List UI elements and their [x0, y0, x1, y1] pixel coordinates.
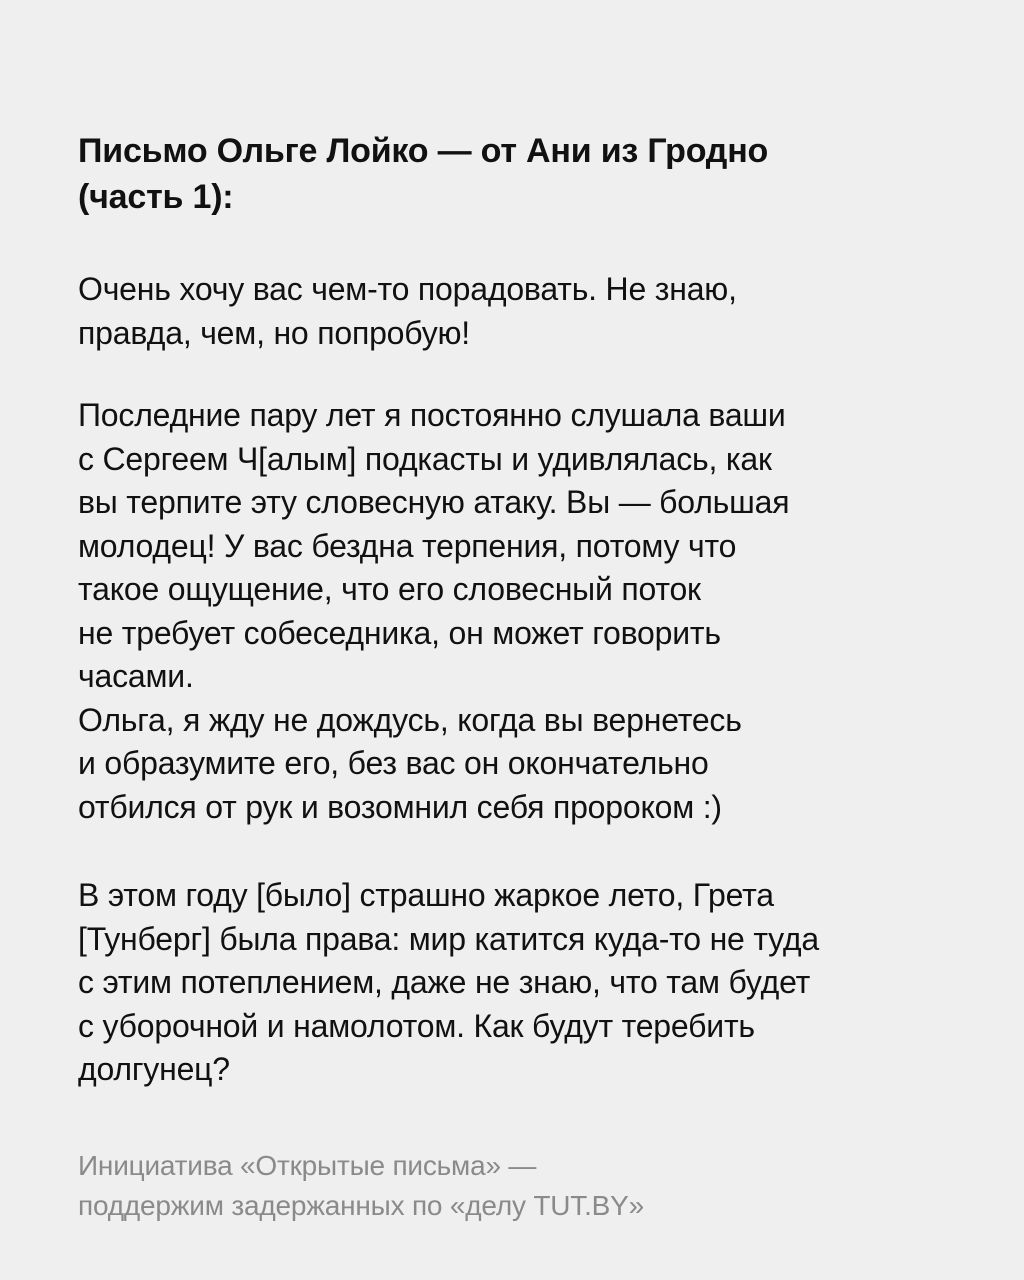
footer-line: Инициатива «Открытые письма» — [78, 1150, 537, 1181]
text-line: отбился от рук и возомнил себя пророком :) [78, 788, 722, 825]
letter-paragraph-1 [78, 268, 998, 355]
text-line: с этим потеплением, даже не знаю, что там будет [78, 964, 811, 1000]
footer-line: поддержим задержанных по «делу TUT.BY» [78, 1190, 644, 1221]
text-line: с Сергеем Ч[алым] подкасты и удивлялась, как [78, 440, 772, 477]
text-line: не требует собеседника, он может говорить [78, 614, 721, 651]
text-line: и образумите его, без вас он окончательно [78, 745, 709, 781]
letter-paragraph-3 [78, 874, 998, 1092]
text-line: Очень хочу вас чем-то порадовать. Не знаю, [78, 271, 737, 307]
text-line: Ольга, я жду не дождусь, когда вы вернетесь [78, 701, 742, 738]
text-line: такое ощущение, что его словесный поток [78, 571, 701, 607]
text-line: вы терпите эту словесную атаку. Вы — большая [78, 484, 790, 520]
text-line: долгунец? [78, 1051, 230, 1087]
letter-title [78, 128, 978, 220]
text-line: часами. [78, 658, 194, 694]
title-line: (часть 1): [78, 178, 234, 216]
text-line: молодец! У вас бездна терпения, потому что [78, 527, 737, 564]
text-line: [Тунберг] была права: мир катится куда-то не туда [78, 920, 819, 957]
text-line: Последние пару лет я постоянно слушала ваши [78, 397, 786, 433]
text-line: В этом году [было] страшно жаркое лето, Грета [78, 877, 774, 913]
initiative-footer [78, 1146, 978, 1226]
text-line: правда, чем, но попробую! [78, 314, 470, 351]
text-line: с уборочной и намолотом. Как будут теребить [78, 1007, 755, 1044]
title-line: Письмо Ольге Лойко — от Ани из Гродно [78, 132, 769, 170]
letter-paragraph-2 [78, 394, 998, 829]
